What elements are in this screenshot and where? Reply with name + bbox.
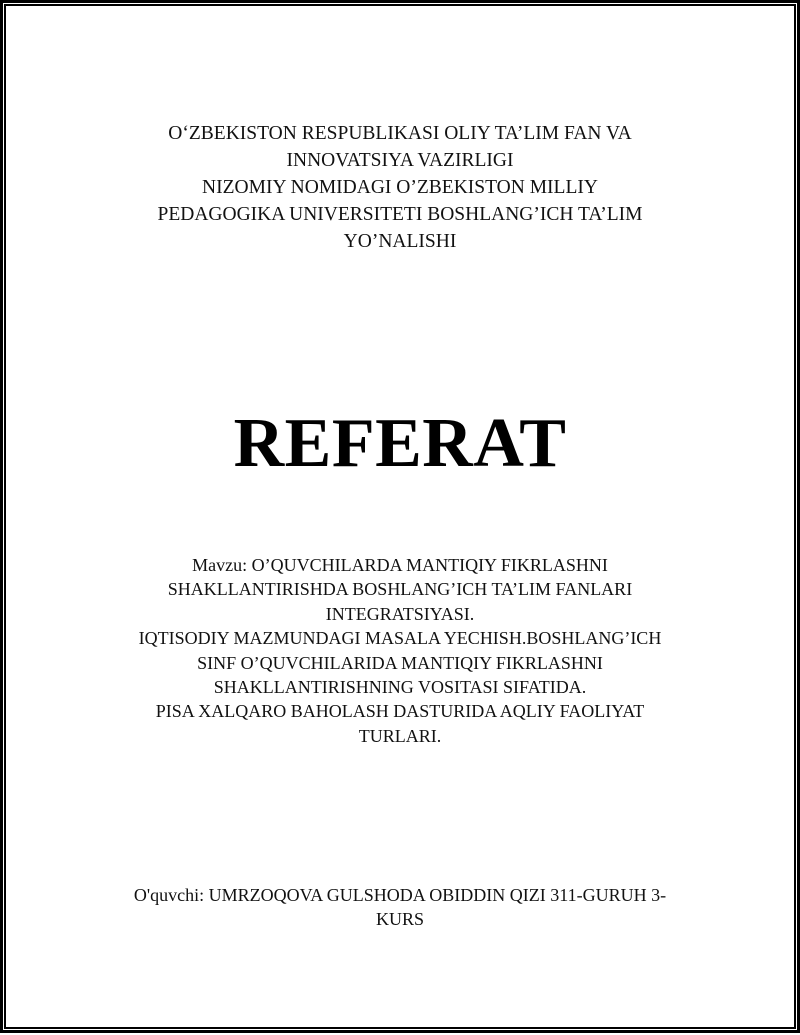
document-title: REFERAT — [233, 405, 567, 482]
topic-line: SINF O’QUVCHILARIDA MANTIQIY FIKRLASHNI — [197, 652, 603, 673]
header-line: O‘ZBEKISTON RESPUBLIKASI OLIY TA’LIM FAN VA — [168, 123, 632, 144]
header-line: PEDAGOGIKA UNIVERSITETI BOSHLANG’ICH TA’LIM — [157, 204, 643, 225]
student-info — [0, 883, 800, 931]
topic-line: PISA XALQARO BAHOLASH DASTURIDA AQLIY FAOLIYAT — [155, 701, 645, 722]
topic-line: IQTISODIY MAZMUNDAGI MASALA YECHISH.BOSHLANG’ICH — [138, 628, 662, 649]
topic-line: Mavzu: O’QUVCHILARDA MANTIQIY FIKRLASHNI — [192, 555, 608, 575]
student-line: KURS — [375, 909, 424, 929]
header-line: YO’NALISHI — [343, 231, 457, 252]
topic-line: TURLARI. — [358, 725, 442, 746]
header-line: INNOVATSIYA VAZIRLIGI — [286, 150, 514, 171]
topic-line: INTEGRATSIYASI. — [325, 603, 475, 624]
header-line: NIZOMIY NOMIDAGI O’ZBEKISTON MILLIY — [202, 177, 598, 198]
student-line: O'quvchi: UMRZOQOVA GULSHODA OBIDDIN QIZI 311-GURUH 3- — [133, 885, 667, 905]
topic-section — [0, 553, 800, 748]
topic-line: SHAKLLANTIRISHNING VOSITASI SIFATIDA. — [213, 677, 587, 698]
ministry-header — [0, 120, 800, 255]
topic-line: SHAKLLANTIRISHDA BOSHLANG’ICH TA’LIM FANLARI — [167, 579, 633, 600]
